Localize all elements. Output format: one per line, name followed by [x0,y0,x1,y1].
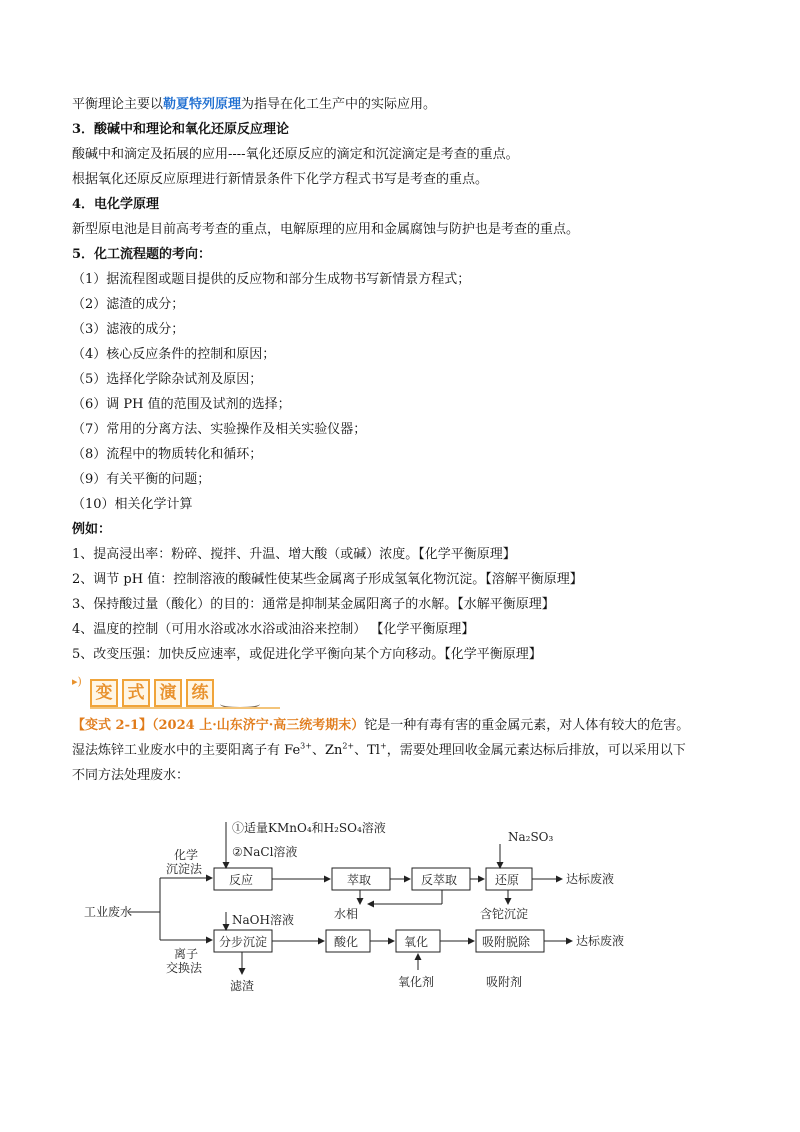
source-label: 工业废水 [84,905,133,919]
list-item: （7）常用的分离方法、实验操作及相关实验仪器； [72,422,367,437]
reagent-2: ②NaCl溶液 [232,845,298,859]
tl-precipitate-label: 含铊沉淀 [480,907,529,921]
intro-paragraph [72,92,732,117]
example-item: 4、温度的控制（可用水浴或冰水浴或油浴来控制） 【化学平衡原理】 [72,622,475,637]
box-reduction: 还原 [495,873,520,887]
list-item: （4）核心反应条件的控制和原因； [72,347,276,362]
problem-line1 [72,713,732,738]
speaker-icon: ▸) [72,675,82,688]
list-item: （8）流程中的物质转化和循环； [72,447,263,462]
section3-p2: 根据氧化还原反应原理进行新情景条件下化学方程式书写是考查的重点。 [72,172,489,187]
examples-heading: 例如： [72,522,112,537]
example-item: 1、提高浸出率：粉碎、搅拌、升温、增大酸（或碱）浓度。【化学平衡原理】 [72,547,516,562]
banner-underline [90,707,280,709]
box-reaction: 反应 [229,873,254,887]
branch2-label: 离子 [174,947,199,961]
water-phase-label: 水相 [334,907,359,921]
fe-charge: 3+ [300,741,312,751]
list-item: （9）有关平衡的问题； [72,472,211,487]
branch1-label: 化学 [174,848,199,862]
problem-source: （2024 上·山东济宁·高三统考期末） [152,718,365,733]
adsorbent-label: 吸附剂 [486,975,523,989]
banner-char: 变 [90,679,118,707]
intro-text-suffix: 为指导在化工生产中的实际应用。 [241,97,437,112]
na2so3-label: Na₂SO₃ [508,830,554,844]
output-bottom: 达标废液 [576,934,625,948]
naoh-label: NaOH溶液 [232,913,294,927]
tl-charge: + [379,741,387,751]
list-item: （3）滤液的成分； [72,322,185,337]
box-extraction: 萃取 [347,873,372,887]
list-item: （10）相关化学计算 [72,497,193,512]
problem-text: 湿法炼锌工业废水中的主要阳离子有 Fe [72,743,301,758]
banner-char: 式 [122,679,150,707]
banner-char: 演 [154,679,182,707]
box-adsorption: 吸附脱除 [482,935,531,949]
output-top: 达标废液 [566,872,615,886]
branch2-label: 交换法 [166,961,203,975]
section3-p1: 酸碱中和滴定及拓展的应用----氧化还原反应的滴定和沉淀滴定是考查的重点。 [72,147,519,162]
list-item: （1）据流程图或题目提供的反应物和部分生成物书写新情景方程式； [72,272,471,287]
branch1-label: 沉淀法 [166,862,203,876]
problem-text: 、Zn [311,743,343,758]
section3-heading: 3．酸碱中和理论和氧化还原反应理论 [72,122,290,137]
reagent-1: ①适量KMnO₄和H₂SO₄溶液 [232,821,386,835]
oxidant-label: 氧化剂 [398,975,435,989]
box-oxidation: 氧化 [404,935,429,949]
example-item: 5、改变压强：加快反应速率，或促进化学平衡向某个方向移动。【化学平衡原理】 [72,647,542,662]
section4-p1: 新型原电池是目前高考考查的重点，电解原理的应用和金属腐蚀与防护也是考查的重点。 [72,222,580,237]
flow-diagram [0,812,800,1012]
problem-label: 【变式 2-1】 [72,718,153,733]
box-stepwise-precipitation: 分步沉淀 [219,935,268,949]
le-chatelier-link[interactable]: 勒夏特列原理 [163,97,242,112]
box-acidification: 酸化 [334,935,359,949]
problem-text: ，需要处理回收金属元素达标后排放，可以采用以下 [386,743,686,758]
problem-line2 [72,738,732,763]
residue-label: 滤渣 [230,979,255,993]
problem-line3: 不同方法处理废水： [72,768,190,783]
document-page [72,92,732,788]
problem-text: 铊是一种有毒有害的重金属元素，对人体有较大的危害。 [364,718,690,733]
example-item: 2、调节 pH 值：控制溶液的酸碱性使某些金属离子形成氢氧化物沉淀。【溶解平衡原理】 [72,572,583,587]
problem-text: 、Tl [354,743,380,758]
section4-heading: 4．电化学原理 [72,197,160,212]
list-item: （2）滤渣的成分； [72,297,185,312]
box-back-extraction: 反萃取 [421,873,458,887]
list-item: （6）调 PH 值的范围及试剂的选择； [72,397,291,412]
intro-text: 平衡理论主要以 [72,97,164,112]
zn-charge: 2+ [342,741,355,751]
list-item: （5）选择化学除杂试剂及原因； [72,372,263,387]
section5-heading: 5．化工流程题的考向： [72,247,212,262]
exercise-banner [72,673,732,709]
banner-char: 练 [186,679,214,707]
example-item: 3、保持酸过量（酸化）的目的：通常是抑制某金属阳离子的水解。【水解平衡原理】 [72,597,555,612]
